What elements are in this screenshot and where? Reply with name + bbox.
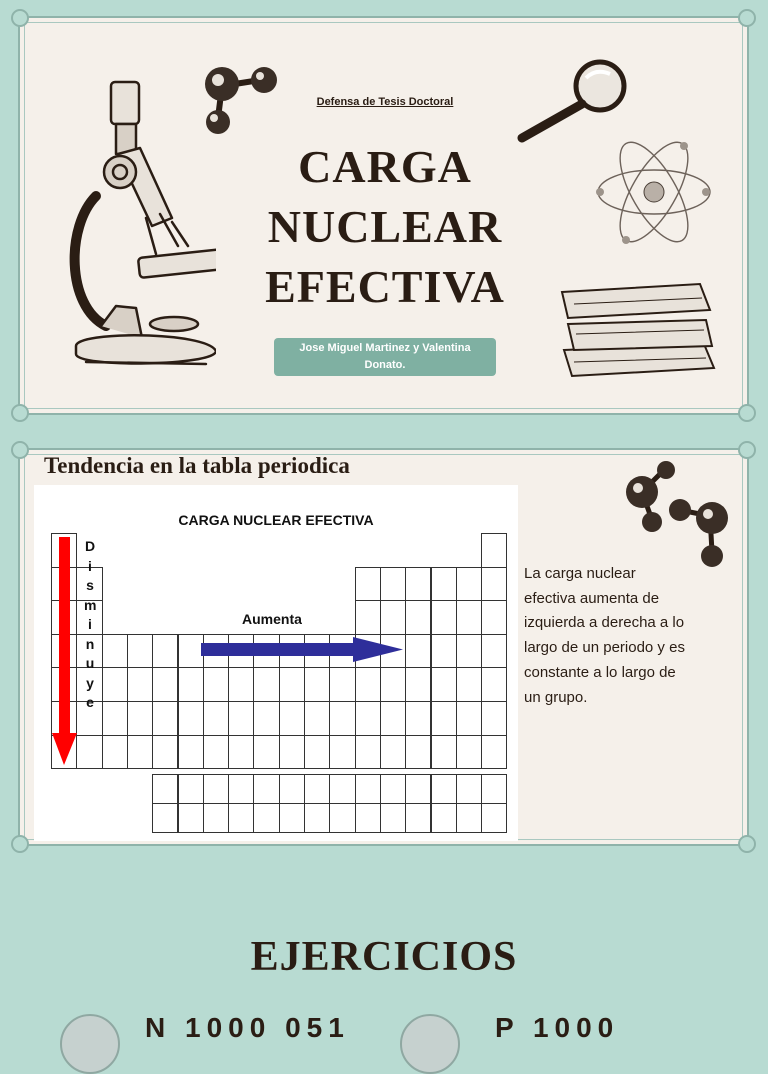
title-line-3: EFECTIVA [265, 261, 505, 312]
table-cell [380, 567, 406, 602]
periodic-table-figure [34, 485, 518, 841]
increase-arrow [199, 635, 405, 665]
explanation-line: un grupo. [524, 688, 588, 706]
table-cell [152, 735, 178, 770]
explanation-line: La carga nuclear [524, 565, 636, 582]
table-cell [304, 735, 330, 770]
table-cell [304, 667, 330, 702]
table-cell [279, 803, 305, 833]
vertical-label [84, 537, 96, 713]
vertical-label-letter: i [88, 557, 92, 574]
molecule-icon [620, 460, 736, 572]
table-cell [228, 803, 254, 833]
table-cell [405, 634, 431, 669]
table-cell [431, 701, 457, 736]
peek-text-left: N 1000 051 [145, 1012, 350, 1043]
table-cell [76, 735, 102, 770]
table-cell [203, 667, 229, 702]
table-cell [253, 667, 279, 702]
table-cell [380, 667, 406, 702]
table-cell [431, 667, 457, 702]
table-cell [431, 735, 457, 770]
table-cell [481, 533, 507, 568]
title-line-1: CARGA [298, 141, 472, 192]
corner-ornament [11, 9, 29, 27]
table-cell [355, 803, 381, 833]
table-cell [481, 600, 507, 635]
table-cell [355, 667, 381, 702]
vertical-label-letter: e [86, 694, 94, 710]
table-cell [355, 600, 381, 635]
table-cell [456, 600, 482, 635]
table-cell [355, 774, 381, 804]
table-cell [152, 701, 178, 736]
table-cell [279, 667, 305, 702]
table-cell [178, 803, 204, 833]
table-cell [152, 803, 178, 833]
vertical-label-letter: u [85, 655, 95, 671]
table-cell [127, 735, 153, 770]
table-cell [405, 735, 431, 770]
table-cell [329, 667, 355, 702]
table-cell [152, 667, 178, 702]
table-cell [405, 600, 431, 635]
table-cell [279, 735, 305, 770]
table-cell [228, 667, 254, 702]
table-cell [304, 701, 330, 736]
table-cell [380, 803, 406, 833]
authors-badge [274, 338, 496, 376]
table-cell [203, 803, 229, 833]
trend-slide [18, 448, 749, 846]
table-cell [456, 735, 482, 770]
table-cell [152, 774, 178, 804]
books-icon [554, 280, 720, 382]
table-cell [456, 634, 482, 669]
explanation-line: efectiva aumenta de [524, 589, 660, 607]
explanation-line: constante a lo largo de [524, 663, 676, 681]
table-cell [152, 634, 178, 669]
table-cell [102, 634, 128, 669]
table-cell [481, 701, 507, 736]
table-cell [178, 774, 204, 804]
table-cell [329, 701, 355, 736]
table-cell [405, 803, 431, 833]
vertical-label-letter: s [86, 577, 94, 593]
table-cell [329, 803, 355, 833]
table-cell [228, 774, 254, 804]
table-cell [481, 735, 507, 770]
table-cell [178, 667, 204, 702]
table-cell [405, 667, 431, 702]
table-cell [253, 735, 279, 770]
table-cell [431, 600, 457, 635]
atom-icon [596, 126, 712, 256]
table-cell [127, 634, 153, 669]
table-cell [203, 774, 229, 804]
table-cell [431, 803, 457, 833]
table-cell [178, 735, 204, 770]
corner-ornament [738, 835, 756, 853]
table-cell [304, 803, 330, 833]
table-cell [481, 774, 507, 804]
table-cell [405, 701, 431, 736]
explanation-text [524, 562, 730, 710]
table-cell [431, 634, 457, 669]
title-line-2: NUCLEAR [267, 201, 503, 252]
explanation-line: izquierda a derecha a lo [524, 614, 685, 632]
table-cell [380, 735, 406, 770]
vertical-label-letter: D [84, 538, 96, 554]
table-cell [481, 634, 507, 669]
table-cell [380, 600, 406, 635]
table-cell [279, 774, 305, 804]
microscope-icon [56, 76, 216, 384]
table-cell [380, 701, 406, 736]
authors-line-2: Donato. [364, 359, 406, 371]
table-cell [203, 701, 229, 736]
corner-ornament [11, 835, 29, 853]
table-cell [329, 774, 355, 804]
table-cell [456, 667, 482, 702]
table-cell [456, 803, 482, 833]
table-cell [405, 774, 431, 804]
table-cell [355, 701, 381, 736]
corner-ornament [738, 441, 756, 459]
table-cell [203, 735, 229, 770]
table-cell [178, 701, 204, 736]
corner-ornament [738, 404, 756, 422]
table-cell [304, 774, 330, 804]
table-cell [228, 735, 254, 770]
table-cell [253, 803, 279, 833]
kicker-text: Defensa de Tesis Doctoral [316, 96, 454, 108]
table-cell [102, 701, 128, 736]
table-cell [127, 701, 153, 736]
slide-heading: Tendencia en la tabla periodica [44, 453, 350, 478]
table-cell [228, 701, 254, 736]
corner-ornament [738, 9, 756, 27]
table-cell [431, 567, 457, 602]
section-heading: EJERCICIOS [250, 934, 518, 980]
title-slide [18, 16, 749, 415]
vertical-label-letter: i [88, 616, 92, 632]
vertical-label-letter: m [84, 596, 97, 613]
table-cell [102, 735, 128, 770]
horizontal-label: Aumenta [242, 611, 302, 627]
table-cell [380, 774, 406, 804]
peek-text-right: P 1000 [495, 1012, 620, 1043]
element-card-icon [60, 1014, 120, 1074]
table-cell [481, 567, 507, 602]
table-cell [127, 667, 153, 702]
element-card-icon [400, 1014, 460, 1074]
table-cell [456, 701, 482, 736]
table-cell [431, 774, 457, 804]
table-cell [481, 803, 507, 833]
decrease-arrow [50, 535, 80, 767]
table-cell [102, 667, 128, 702]
table-cell [355, 567, 381, 602]
corner-ornament [11, 404, 29, 422]
corner-ornament [11, 441, 29, 459]
table-cell [253, 701, 279, 736]
table-cell [253, 774, 279, 804]
table-cell [279, 701, 305, 736]
vertical-label-letter: n [85, 635, 95, 652]
explanation-line: largo de un periodo y es [524, 639, 685, 657]
table-cell [456, 774, 482, 804]
table-cell [355, 735, 381, 770]
authors-line-1: Jose Miguel Martinez y Valentina [299, 342, 471, 354]
table-cell [329, 735, 355, 770]
table-cell [405, 567, 431, 602]
figure-title: CARGA NUCLEAR EFECTIVA [178, 512, 374, 528]
table-cell [456, 567, 482, 602]
vertical-label-letter: y [86, 674, 94, 691]
table-cell [481, 667, 507, 702]
